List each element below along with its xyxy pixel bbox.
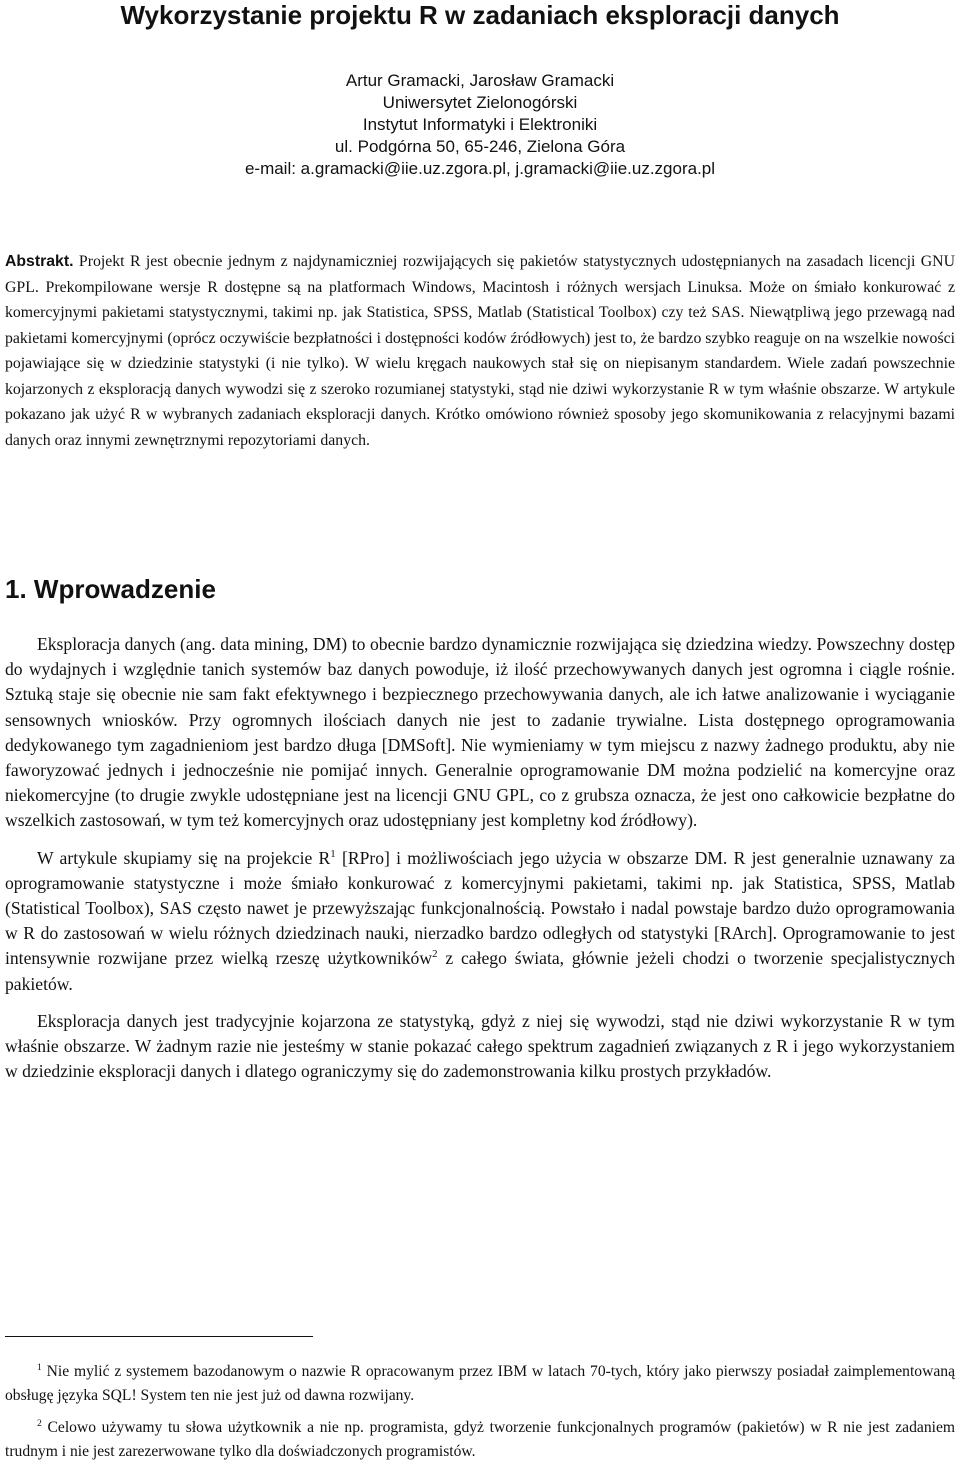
footnote-divider xyxy=(5,1336,313,1337)
address: ul. Podgórna 50, 65-246, Zielona Góra xyxy=(334,137,626,156)
paragraph-2 xyxy=(5,846,955,997)
paragraph-2-end: z całego świata, głównie jeżeli chodzi o tworzenie specjalistycznych pakietów. xyxy=(5,948,956,994)
university: Uniwersytet Zielonogórski xyxy=(382,93,578,112)
institute: Instytut Informatyki i Elektroniki xyxy=(362,115,598,134)
abstract-label: Abstrakt. xyxy=(5,253,74,270)
section-body xyxy=(5,632,955,1096)
footnote-ref-1: 1 xyxy=(330,847,336,860)
footnote-2-text: Celowo używamy tu słowa użytkownik a nie np. programista, gdyż tworzenie funkcjonalnych programów (pakietów) w R nie jest zadaniem trudnym i nie jest zarezerwowane tylko dla doświadczonych programistów. xyxy=(5,1419,955,1460)
footnotes xyxy=(5,1360,955,1472)
paragraph-2-middle: [RPro] i możliwościach jego użycia w obszarze DM. R jest generalnie uznawany za oprogramowanie statystyczne i może śmiało konkurować z komercyjnymi pakietami, takimi np. jak Statistica, SPSS, Matlab (Statistical Toolbox), SAS często nawet je przewyższając funkcjonalnością. Powstało i nadal powstaje bardzo dużo oprogramowania w R do zastosowań w wielu różnych dziedzinach nauki, nierzadko bardzo odległych od statystyki [RArch]. Oprogramowanie to jest intensywnie rozwijane przez wielką rzeszę użytkowników xyxy=(5,847,955,969)
footnote-1 xyxy=(5,1360,955,1408)
paper-title: Wykorzystanie projektu R w zadaniach eksploracji danych xyxy=(120,0,840,30)
paragraph-2-start: W artykule skupiamy się na projekcie R xyxy=(37,847,331,868)
paragraph-3: Eksploracja danych jest tradycyjnie kojarzona ze statystyką, gdyż z niej się wywodzi, stąd nie dziwi wykorzystanie R w tym właśnie obszarze. W żadnym razie nie jesteśmy w stanie pokazać całego spektrum zagadnień związanych z R i jego wykorzystaniem w dziedzinie eksploracji danych i dlatego ograniczymy się do zademonstrowania kilku prostych przykładów. xyxy=(5,1010,955,1082)
footnote-2-marker: 2 xyxy=(37,1417,42,1429)
paragraph-1: Eksploracja danych (ang. data mining, DM) to obecnie bardzo dynamicznie rozwijająca się dziedzina wiedzy. Powszechny dostęp do wydajnych i względnie tanich systemów baz danych powoduje, iż ilość przechowywanych danych jest ogromna i ciągle rośnie. Sztuką staje się obecnie nie sam fakt efektywnego i bezpiecznego przechowywania danych, ale ich łatwe analizowanie i wyciąganie sensownych wniosków. Przy ogromnych ilościach danych nie jest to zadanie trywialne. Lista dostępnego oprogramowania dedykowanego tym zagadnieniom jest bardzo długa [DMSoft]. Nie wymieniamy w tym miejscu z nazwy żadnego produktu, aby nie faworyzować jednych i jednocześnie nie pomijać innych. Generalnie oprogramowanie DM można podzielić na komercyjne oraz niekomercyjne (to drugie zwykle udostępniane jest na licencji GNU GPL, co z grubsza oznacza, że jest ono całkowicie bezpłatne do wszelkich zastosowań, w tym też komercyjnych oraz udostępniany jest kompletny kod źródłowy). xyxy=(5,634,955,831)
footnote-2 xyxy=(5,1416,955,1464)
abstract xyxy=(5,249,955,453)
footnote-ref-2: 2 xyxy=(432,948,438,961)
abstract-text: Projekt R jest obecnie jednym z najdynamiczniej rozwijających się pakietów statystycznych udostępnianych na zasadach licencji GNU GPL. Prekompilowane wersje R dostępne są na platformach Windows, Macintosh i różnych wersjach Linuksa. Może on śmiało konkurować z komercyjnymi pakietami statystycznymi, takimi np. jak Statistica, SPSS, Matlab (Statistical Toolbox) czy też SAS. Niewątpliwą jego przewagą nad pakietami komercyjnymi (oprócz oczywiście bezpłatności i dostępności kodów źródłowych) jest to, że bardzo szybko reaguje on na wszelkie nowości pojawiające się w dziedzinie statystyki (i nie tylko). W wielu kręgach naukowych stał się on niepisanym standardem. Wiele zadań powszechnie kojarzonych z eksploracją danych wywodzi się z szeroko rozumianej statystyki, stąd nie dziwi wykorzystanie R w tym właśnie obszarze. W artykule pokazano jak użyć R w wybranych zadaniach eksploracji danych. Krótko omówiono również sposoby jego skomunikowania z relacyjnymi bazami danych oraz innymi zewnętrznymi repozytoriami danych. xyxy=(5,253,955,449)
author-names: Artur Gramacki, Jarosław Gramacki xyxy=(345,71,615,90)
section-heading: 1. Wprowadzenie xyxy=(5,574,216,604)
footnote-1-text: Nie mylić z systemem bazodanowym o nazwie R opracowanym przez IBM w latach 70-tych, który jako pierwszy posiadał zaimplementowaną obsługę języka SQL! System ten nie jest już od dawna rozwijany. xyxy=(5,1363,955,1404)
email-line: e-mail: a.gramacki@iie.uz.zgora.pl, j.gramacki@iie.uz.zgora.pl xyxy=(244,159,716,178)
author-block xyxy=(0,70,960,180)
footnote-1-marker: 1 xyxy=(37,1361,42,1373)
